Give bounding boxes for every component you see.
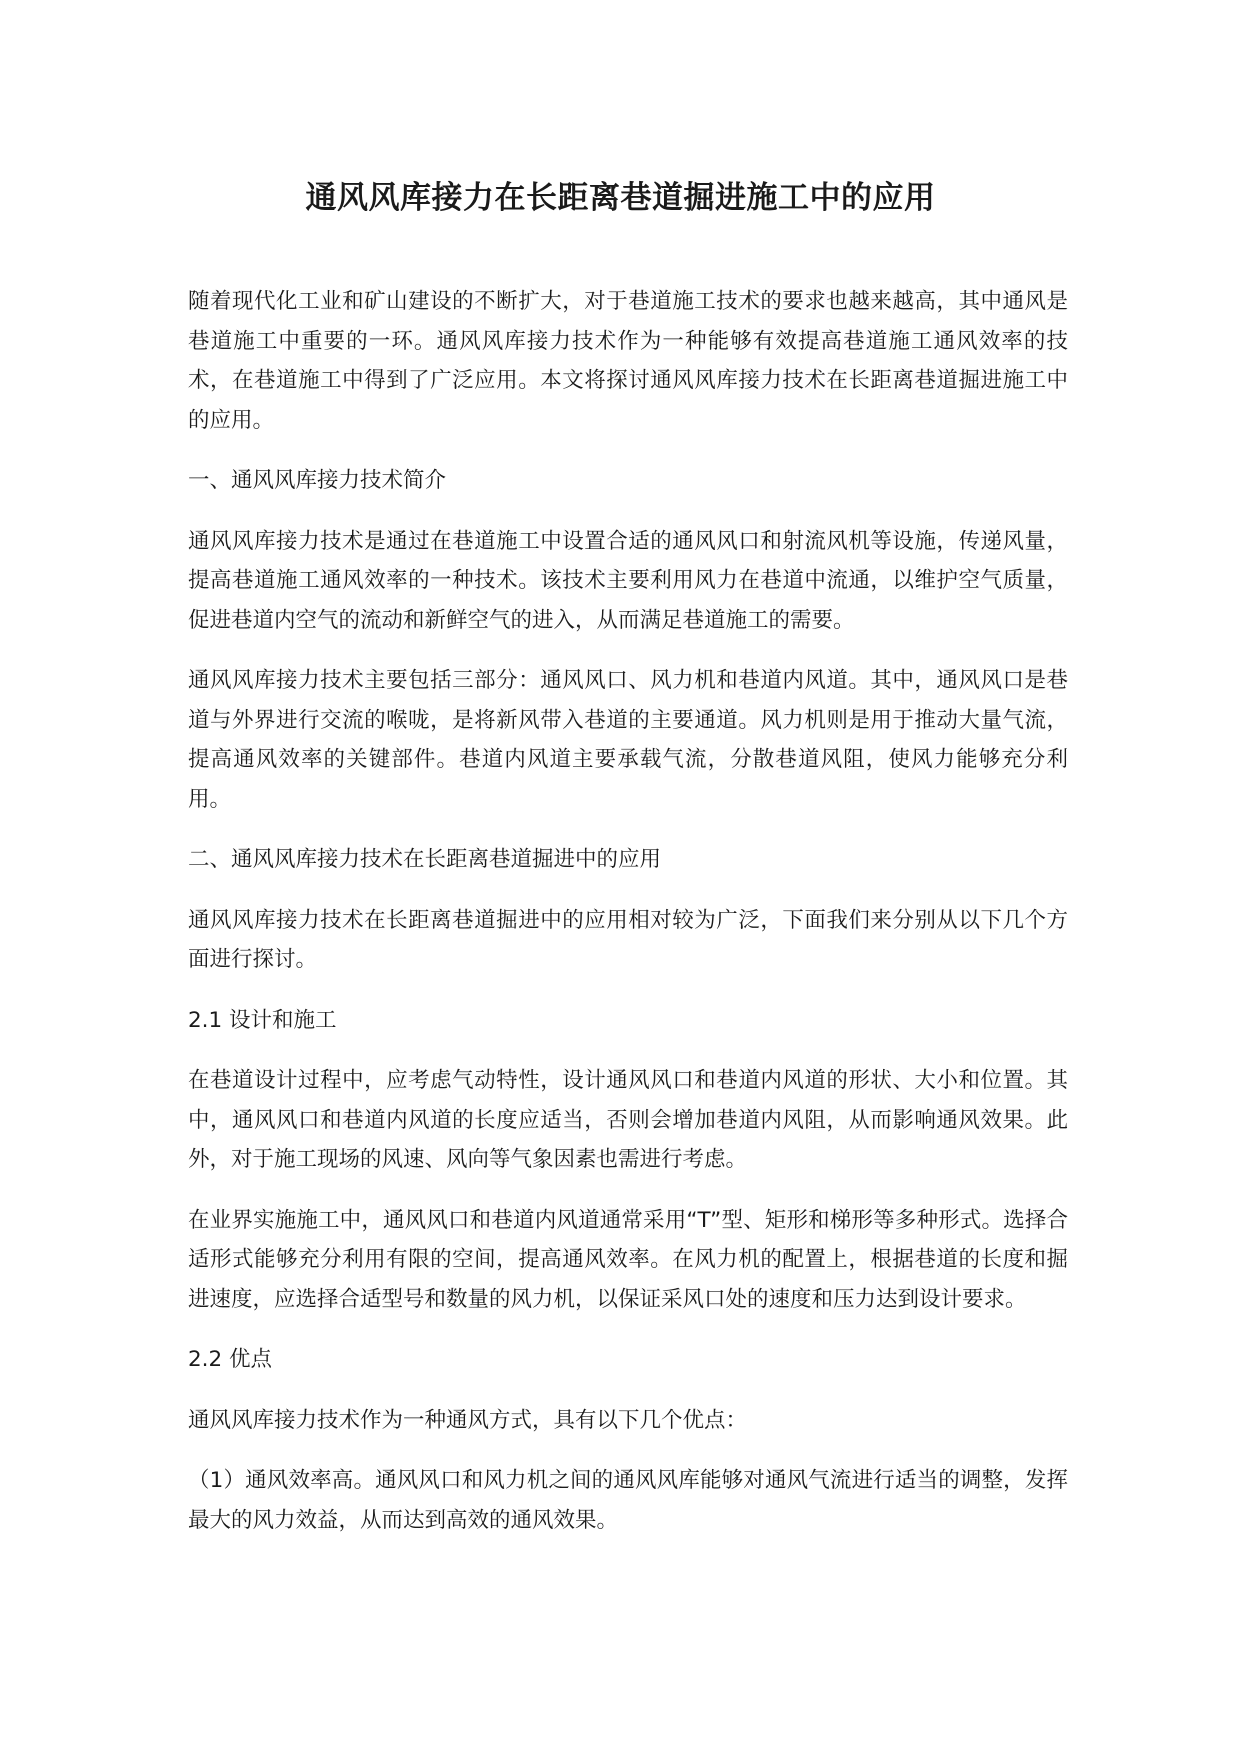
- section-2-paragraph-1: 通风风库接力技术在长距离巷道掘进中的应用相对较为广泛，下面我们来分别从以下几个方面进行探讨。: [188, 907, 1068, 972]
- subsection-2-2-paragraph-1: 通风风库接力技术作为一种通风方式，具有以下几个优点：: [188, 1407, 748, 1433]
- section-1-paragraph-1: 通风风库接力技术是通过在巷道施工中设置合适的通风风口和射流风机等设施，传递风量，提高巷道施工通风效率的一种技术。该技术主要利用风力在巷道中流通，以维护空气质量，促进巷道内空气的流动和新鲜空气的进入，从而满足巷道施工的需要。: [188, 528, 1068, 633]
- intro-paragraph: 随着现代化工业和矿山建设的不断扩大，对于巷道施工技术的要求也越来越高，其中通风是巷道施工中重要的一环。通风风库接力技术作为一种能够有效提高巷道施工通风效率的技术，在巷道施工中得到了广泛应用。本文将探讨通风风库接力技术在长距离巷道掘进施工中的应用。: [188, 289, 1068, 433]
- subsection-2-1-paragraph-2: 在业界实施施工中，通风风口和巷道内风道通常采用“T”型、矩形和梯形等多种形式。选择合适形式能够充分利用有限的空间，提高通风效率。在风力机的配置上，根据巷道的长度和掘进速度，应选择合适型号和数量的风力机，以保证采风口处的速度和压力达到设计要求。: [188, 1207, 1068, 1312]
- document-body: [188, 282, 1068, 1561]
- section-heading-2: 二、通风风库接力技术在长距离巷道掘进中的应用: [188, 847, 662, 872]
- subsection-2-1-paragraph-1: 在巷道设计过程中，应考虑气动特性，设计通风风口和巷道内风道的形状、大小和位置。其中，通风风口和巷道内风道的长度应适当，否则会增加巷道内风阻，从而影响通风效果。此外，对于施工现场的风速、风向等气象因素也需进行考虑。: [188, 1068, 1068, 1172]
- subsection-heading-2-1: 2.1 设计和施工: [188, 1007, 337, 1033]
- document-title: 通风风库接力在长距离巷道掘进施工中的应用: [305, 180, 936, 216]
- section-1-paragraph-2: 通风风库接力技术主要包括三部分：通风风口、风力机和巷道内风道。其中，通风风口是巷道与外界进行交流的喉咙，是将新风带入巷道的主要通道。风力机则是用于推动大量气流，提高通风效率的关键部件。巷道内风道主要承载气流，分散巷道风阻，使风力能够充分利用。: [188, 668, 1068, 812]
- advantage-item-1: （1）通风效率高。通风风口和风力机之间的通风风库能够对通风气流进行适当的调整，发挥最大的风力效益，从而达到高效的通风效果。: [188, 1468, 1068, 1533]
- subsection-heading-2-2: 2.2 优点: [188, 1347, 273, 1372]
- section-heading-1: 一、通风风库接力技术简介: [188, 468, 447, 493]
